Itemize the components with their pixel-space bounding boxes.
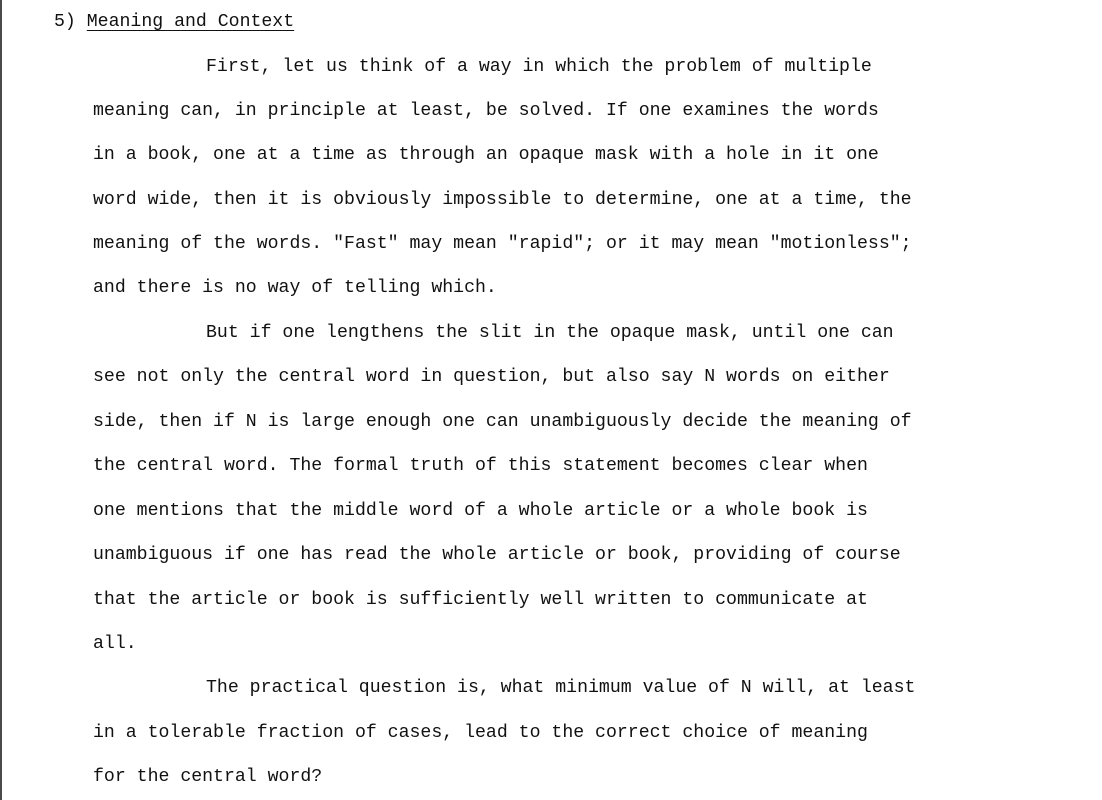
paragraph-3-line-2: in a tolerable fraction of cases, lead to the correct choice of meaning [93, 723, 868, 743]
paragraph-1-line-6: and there is no way of telling which. [93, 278, 497, 298]
section-heading [54, 11, 294, 33]
paragraph-3-line-3: for the central word? [93, 767, 323, 787]
paragraph-2-line-3: side, then if N is large enough one can unambiguously decide the meaning of [93, 412, 912, 432]
paragraph-2-line-1: But if one lengthens the slit in the opaque mask, until one can [206, 323, 894, 343]
paragraph-1-line-3: in a book, one at a time as through an opaque mask with a hole in it one [93, 145, 879, 165]
paragraph-1-line-5: meaning of the words. "Fast" may mean "rapid"; or it may mean "motionless"; [93, 234, 912, 254]
paragraph-2-line-2: see not only the central word in question, but also say N words on either [93, 367, 890, 387]
paragraph-1-line-4: word wide, then it is obviously impossible to determine, one at a time, the [93, 190, 912, 210]
paragraph-2-line-4: the central word. The formal truth of this statement becomes clear when [93, 456, 868, 476]
section-number: 5) [54, 12, 76, 32]
paragraph-2-line-8: all. [93, 634, 137, 654]
paragraph-2-line-5: one mentions that the middle word of a whole article or a whole book is [93, 501, 868, 521]
paragraph-2-line-6: unambiguous if one has read the whole article or book, providing of course [93, 545, 901, 565]
paragraph-2-line-7: that the article or book is sufficiently well written to communicate at [93, 590, 868, 610]
paragraph-3-line-1: The practical question is, what minimum value of N will, at least [206, 678, 916, 698]
section-title: Meaning and Context [86, 12, 295, 32]
paragraph-1-line-2: meaning can, in principle at least, be solved. If one examines the words [93, 101, 879, 121]
paragraph-1-line-1: First, let us think of a way in which the problem of multiple [206, 57, 872, 77]
